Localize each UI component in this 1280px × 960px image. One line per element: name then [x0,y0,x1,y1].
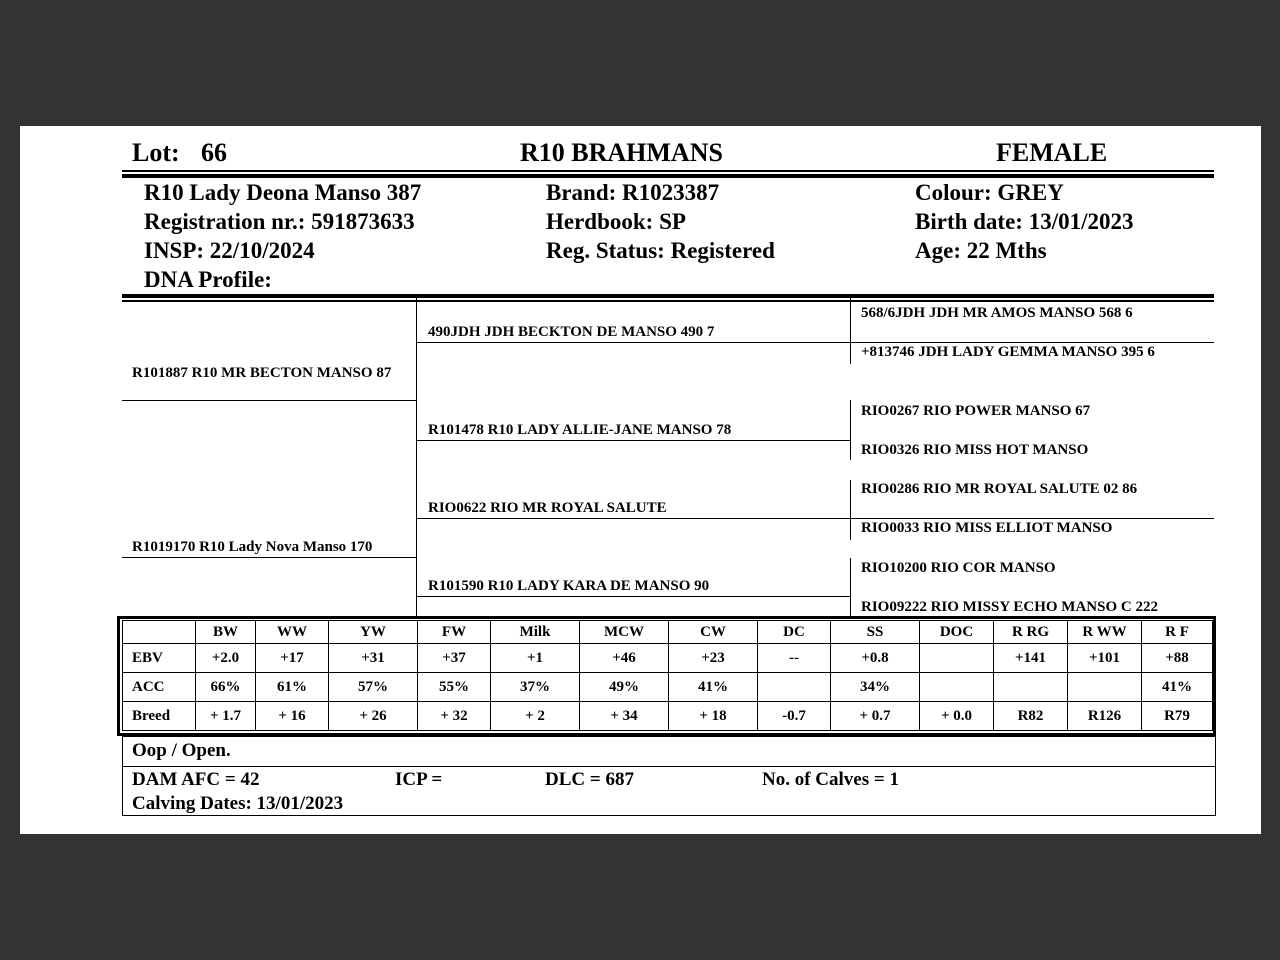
pedigree-dsd: RIO0033 RIO MISS ELLIOT MANSO [861,520,1113,536]
breeding-status: Oop / Open. [132,740,231,761]
pedigree-dss: RIO0286 RIO MR ROYAL SALUTE 02 86 [861,481,1138,497]
brand: Brand: R1023387 [546,180,720,205]
table-cell: -0.7 [758,702,831,731]
table-cell: ACC [123,673,196,702]
table-cell: +37 [418,644,491,673]
table-header: YW [329,621,418,644]
ss-line [416,342,850,343]
ds-connector [850,480,851,540]
table-cell: +101 [1068,644,1142,673]
ebv-header-row [123,621,1213,644]
ggp-line-2 [850,518,1214,519]
table-header [123,621,196,644]
info-rule-thick [122,294,1214,298]
breeder-name: R10 BRAHMANS [520,138,723,167]
table-cell: Breed [123,702,196,731]
pedigree-dam-dam: R101590 R10 LADY KARA DE MANSO 90 [428,578,710,594]
pedigree-sire: R101887 R10 MR BECTON MANSO 87 [132,365,392,381]
table-cell: 41% [1142,673,1213,702]
table-cell: 41% [669,673,758,702]
table-cell: +17 [256,644,329,673]
header-rule-thick [122,174,1214,178]
table-cell: 61% [256,673,329,702]
herdbook: Herdbook: SP [546,209,686,234]
table-cell: +23 [669,644,758,673]
table-cell: + 0.0 [920,702,994,731]
registration-number: Registration nr.: 591873633 [144,209,415,234]
table-cell: -- [758,644,831,673]
table-cell: 37% [491,673,580,702]
table-header: R RG [994,621,1068,644]
table-header: DC [758,621,831,644]
table-cell: +1 [491,644,580,673]
table-cell: 57% [329,673,418,702]
table-row [123,644,1213,673]
table-cell: 55% [418,673,491,702]
pedigree-sire-dam: R101478 R10 LADY ALLIE-JANE MANSO 78 [428,422,732,438]
pedigree-sdd: RIO0326 RIO MISS HOT MANSO [861,442,1089,458]
table-cell: + 18 [669,702,758,731]
ds-line [416,518,850,519]
number-of-calves: No. of Calves = 1 [762,769,899,790]
dam-line [122,557,416,558]
table-cell: + 16 [256,702,329,731]
table-cell: + 32 [418,702,491,731]
table-cell: R79 [1142,702,1213,731]
table-header: MCW [580,621,669,644]
table-cell: +141 [994,644,1068,673]
pedigree-dam-sire: RIO0622 RIO MR ROYAL SALUTE [428,500,667,516]
table-header: Milk [491,621,580,644]
table-cell [994,673,1068,702]
ggp-line-1 [850,342,1214,343]
table-cell: 66% [196,673,256,702]
insp-date: INSP: 22/10/2024 [144,238,315,263]
table-header: CW [669,621,758,644]
pedigree-sss: 568/6JDH JDH MR AMOS MANSO 568 6 [861,305,1133,321]
birth-date: Birth date: 13/01/2023 [915,209,1134,234]
table-cell [758,673,831,702]
table-cell: 34% [831,673,920,702]
table-header: R F [1142,621,1213,644]
gen1-connector [416,298,417,616]
dd-line [416,596,850,597]
table-cell: +31 [329,644,418,673]
header-rule-thin [122,170,1214,172]
status-box [122,736,1216,767]
pedigree-ssd: +813746 JDH LADY GEMMA MANSO 395 6 [861,344,1155,360]
pedigree-dds: RIO10200 RIO COR MANSO [861,560,1056,576]
sd-line [416,440,850,441]
reg-status: Reg. Status: Registered [546,238,775,263]
dam-afc: DAM AFC = 42 [132,769,260,790]
age: Age: 22 Mths [915,238,1047,263]
table-header: FW [418,621,491,644]
table-cell: 49% [580,673,669,702]
dlc: DLC = 687 [545,769,634,790]
sire-line [122,400,416,401]
table-cell: + 0.7 [831,702,920,731]
table-header: SS [831,621,920,644]
table-cell [1068,673,1142,702]
pedigree-sire-sire: 490JDH JDH BECKTON DE MANSO 490 7 [428,324,715,340]
table-cell [920,644,994,673]
sd-connector [850,400,851,460]
table-cell: + 26 [329,702,418,731]
table-cell: + 2 [491,702,580,731]
table-cell: +88 [1142,644,1213,673]
dd-connector [850,558,851,618]
pedigree-sds: RIO0267 RIO POWER MANSO 67 [861,403,1091,419]
pedigree-dam: R1019170 R10 Lady Nova Manso 170 [132,539,373,555]
icp: ICP = [395,769,443,790]
table-cell: + 34 [580,702,669,731]
table-cell: R82 [994,702,1068,731]
pedigree-ddd: RIO09222 RIO MISSY ECHO MANSO C 222 [861,599,1158,615]
sex: FEMALE [996,138,1108,167]
table-cell: + 1.7 [196,702,256,731]
table-cell: R126 [1068,702,1142,731]
animal-name: R10 Lady Deona Manso 387 [144,180,422,205]
table-cell: +0.8 [831,644,920,673]
table-cell: EBV [123,644,196,673]
lot-label: Lot: [132,138,180,167]
table-cell: +2.0 [196,644,256,673]
table-header: BW [196,621,256,644]
ebv-table [122,620,1213,731]
info-rule-thin [122,300,1214,302]
calving-dates: Calving Dates: 13/01/2023 [132,793,344,814]
table-row [123,702,1213,731]
ss-connector [850,298,851,364]
table-header: WW [256,621,329,644]
table-cell: +46 [580,644,669,673]
lot-number: 66 [201,138,227,167]
table-cell [920,673,994,702]
colour: Colour: GREY [915,180,1064,205]
table-header: DOC [920,621,994,644]
table-row [123,673,1213,702]
dna-profile: DNA Profile: [144,267,272,292]
table-header: R WW [1068,621,1142,644]
